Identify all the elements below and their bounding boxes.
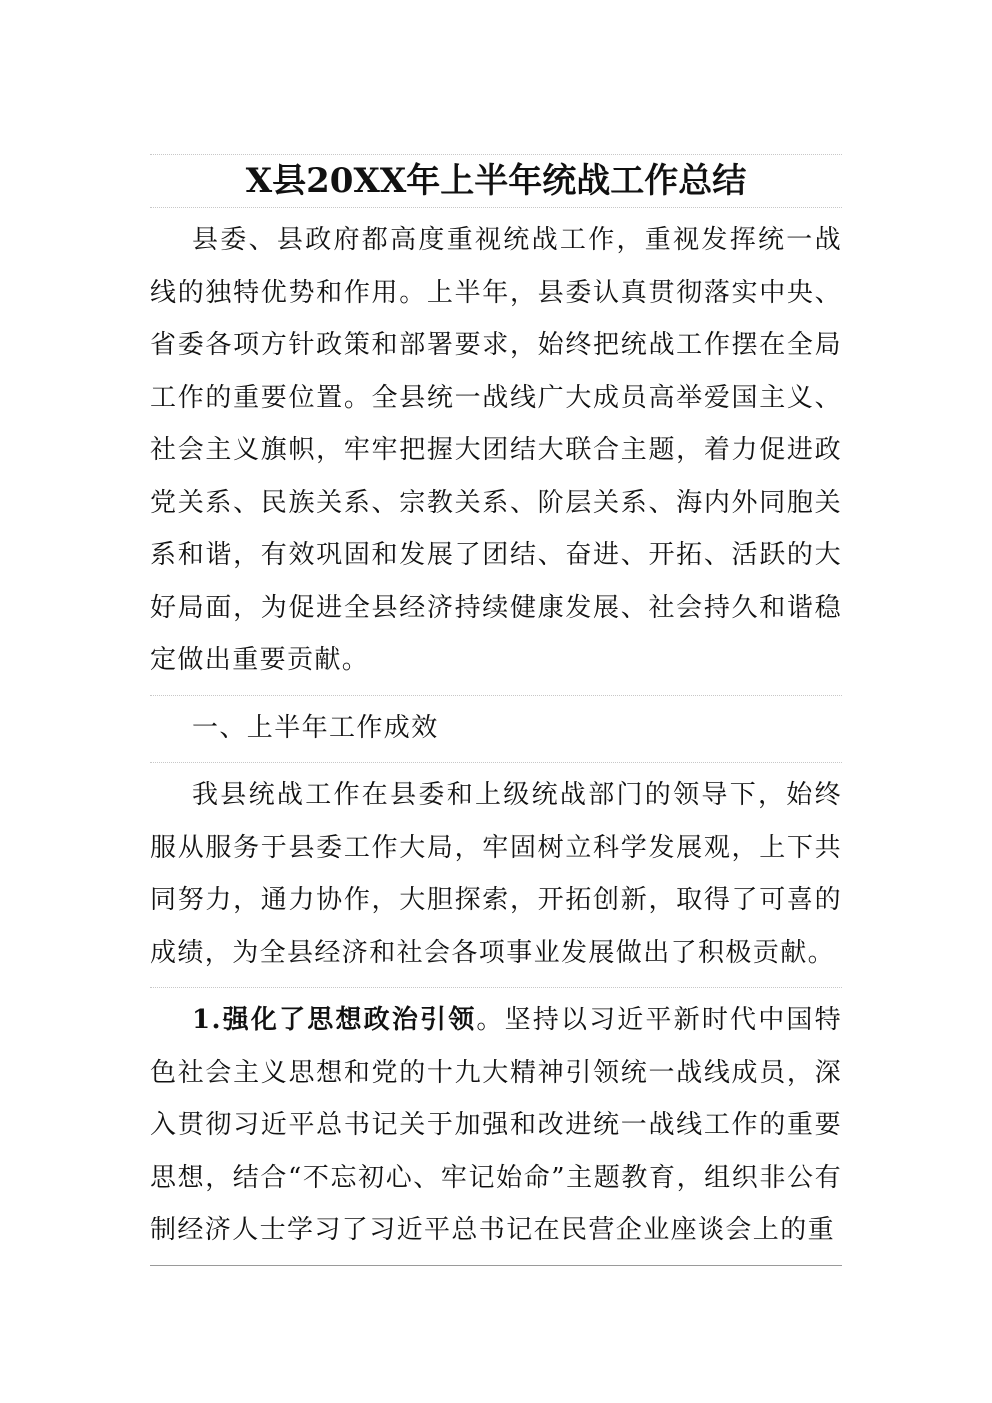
page-bottom-rule xyxy=(150,1265,842,1266)
item-body: 。坚持以习近平新时代中国特色社会主义思想和党的十九大精神引领统一战线成员，深入贯彻习近平总书记关于加强和改进统一战线工作的重要思想，结合“不忘初心、牢记始命”主题教育，组织非公有制经济人士学习了习近平总书记在民营企业座谈会上的重 xyxy=(150,1005,843,1245)
item-lead: 1.强化了思想政治引领 xyxy=(192,1005,477,1035)
intro-paragraph: 县委、县政府都高度重视统战工作，重视发挥统一战线的独特优势和作用。上半年，县委认真贯彻落实中央、省委各项方针政策和部署要求，始终把统战工作摆在全局工作的重要位置。全县统一战线广大成员高举爱国主义、社会主义旗帜，牢牢把握大团结大联合主题，着力促进政党关系、民族关系、宗教关系、阶层关系、海内外同胞关系和谐，有效巩固和发展了团结、奋进、开拓、活跃的大好局面，为促进全县经济持续健康发展、社会持久和谐稳定做出重要贡献。 xyxy=(150,225,842,675)
document-title: X县20XX年上半年统战工作总结 xyxy=(245,161,747,201)
section-heading: 一、上半年工作成效 xyxy=(192,712,439,743)
document-page xyxy=(150,154,842,1266)
section-intro-paragraph: 我县统战工作在县委和上级统战部门的领导下，始终服从服务于县委工作大局，牢固树立科学发展观，上下共同努力，通力协作，大胆探索，开拓创新，取得了可喜的成绩，为全县经济和社会各项事业发展做出了积极贡献。 xyxy=(150,780,842,968)
item-paragraph xyxy=(150,988,842,1265)
